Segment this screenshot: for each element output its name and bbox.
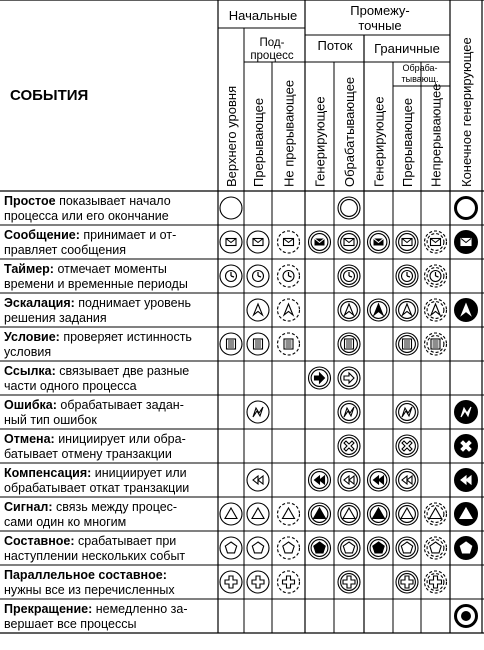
conditional-s-event — [247, 333, 269, 355]
error-s-event — [247, 401, 269, 423]
group-intermediate-label: Промежу- — [350, 3, 410, 18]
parallel-i-event — [396, 571, 418, 593]
event-desc: инициирует или обра- — [54, 432, 186, 446]
event-name: Ссылка: — [4, 364, 56, 378]
cancel-i-event — [396, 435, 418, 457]
none-e-event — [456, 198, 477, 219]
signal-e-event — [456, 504, 477, 525]
row-label-line2: сами один ко многим — [4, 515, 127, 529]
escalation-i-event — [396, 299, 418, 321]
compensation-i-event — [396, 469, 418, 491]
message-id-event — [425, 231, 447, 253]
row-label-line1 — [4, 466, 187, 480]
message-s-event — [220, 231, 242, 253]
row-label-line1 — [4, 262, 167, 276]
event-name: Компенсация: — [4, 466, 92, 480]
message-e-event — [456, 232, 477, 253]
row-label-line2: части одного процесса — [4, 379, 137, 393]
event-desc: связь между процес- — [52, 500, 178, 514]
link-tf-event — [309, 367, 331, 389]
event-desc: немедленно за- — [92, 602, 188, 616]
event-name: Сообщение: — [4, 228, 80, 242]
multiple-tf-event — [309, 537, 331, 559]
multiple-e-event — [456, 538, 477, 559]
row-label-line2: решения задания — [4, 311, 107, 325]
none-i-event — [338, 197, 360, 219]
terminate-e-event — [456, 606, 477, 627]
row-label-line2: наступлении нескольких событ — [4, 549, 186, 563]
group-handling-label: тывающ. — [401, 74, 439, 84]
conditional-i-event — [338, 333, 360, 355]
row-label-line1 — [4, 398, 184, 412]
event-name: Ошибка: — [4, 398, 57, 412]
compensation-i-event — [338, 469, 360, 491]
row-label-line2: батывает отмену транзакции — [4, 447, 172, 461]
signal-tf-event — [368, 503, 390, 525]
column-label: Прерывающее — [251, 97, 266, 187]
row-label-line2: вершает все процессы — [4, 617, 137, 631]
column-label: Верхнего уровня — [224, 85, 239, 187]
multiple-i-event — [396, 537, 418, 559]
row-label-line1 — [4, 500, 177, 514]
event-name: Отмена: — [4, 432, 55, 446]
parallel-id-event — [425, 571, 447, 593]
event-name: Прекращение: — [4, 602, 93, 616]
signal-s-event — [220, 503, 242, 525]
escalation-e-event — [456, 300, 477, 321]
multiple-tf-event — [368, 537, 390, 559]
error-i-event — [338, 401, 360, 423]
signal-i-event — [396, 503, 418, 525]
group-start-label: Начальные — [228, 8, 298, 23]
row-label-line1 — [4, 534, 176, 548]
event-name: Параллельное составное: — [4, 568, 167, 582]
event-name: Условие: — [4, 330, 60, 344]
multiple-s-event — [247, 537, 269, 559]
table-title: СОБЫТИЯ — [10, 87, 89, 104]
event-desc: связывает две разные — [55, 364, 190, 378]
message-tf-event — [368, 231, 390, 253]
event-desc: проверяет истинность — [59, 330, 192, 344]
event-name: Составное: — [4, 534, 75, 548]
parallel-i-event — [338, 571, 360, 593]
compensation-tf-event — [309, 469, 331, 491]
cancel-i-event — [338, 435, 360, 457]
compensation-e-event — [456, 470, 477, 491]
row-label-line1 — [4, 194, 171, 208]
event-name: Простое — [4, 194, 56, 208]
timer-s-event — [220, 265, 242, 287]
event-desc: срабатывает при — [74, 534, 177, 548]
row-label-line2: правляет сообщения — [4, 243, 127, 257]
group-intermediate-label: точные — [358, 18, 402, 33]
event-desc: обрабатывает задан- — [56, 398, 184, 412]
row-label-line2: времени и временные периоды — [4, 277, 188, 291]
multiple-sd-event — [278, 537, 300, 559]
column-label: Прерывающее — [400, 97, 415, 187]
signal-s-event — [247, 503, 269, 525]
timer-s-event — [247, 265, 269, 287]
multiple-i-event — [338, 537, 360, 559]
event-symbols — [220, 197, 477, 627]
signal-id-event — [425, 503, 447, 525]
column-label: Генерирующее — [371, 96, 387, 187]
column-label: Обрабатывающее — [342, 76, 357, 187]
parallel-s-event — [247, 571, 269, 593]
escalation-s-event — [247, 299, 269, 321]
group-flow-label: Поток — [317, 38, 353, 53]
row-label-line2: обрабатывает откат транзакции — [4, 481, 190, 495]
multiple-id-event — [425, 537, 447, 559]
event-desc: показывает начало — [55, 194, 171, 208]
message-sd-event — [278, 231, 300, 253]
group-boundary-label: Граничные — [374, 41, 440, 56]
row-label-line1 — [4, 602, 187, 616]
row-label-line1 — [4, 228, 176, 242]
multiple-s-event — [220, 537, 242, 559]
event-name: Эскалация: — [4, 296, 75, 310]
row-label-line1 — [4, 364, 189, 378]
conditional-i-event — [396, 333, 418, 355]
error-e-event — [456, 402, 477, 423]
link-i-event — [338, 367, 360, 389]
signal-sd-event — [278, 503, 300, 525]
signal-i-event — [338, 503, 360, 525]
message-i-event — [396, 231, 418, 253]
cancel-e-event — [456, 436, 477, 457]
timer-id-event — [425, 265, 447, 287]
parallel-sd-event — [278, 571, 300, 593]
none-s-event — [220, 197, 242, 219]
conditional-id-event — [425, 333, 447, 355]
event-name: Таймер: — [4, 262, 54, 276]
group-subprocess-label: процесс — [250, 50, 294, 62]
escalation-id-event — [425, 299, 447, 321]
error-i-event — [396, 401, 418, 423]
event-name: Сигнал: — [4, 500, 53, 514]
timer-i-event — [396, 265, 418, 287]
escalation-sd-event — [278, 299, 300, 321]
group-subprocess-label: Под- — [259, 37, 285, 49]
row-label-line2: процесса или его окончание — [4, 209, 169, 223]
escalation-i-event — [338, 299, 360, 321]
row-label-line1 — [4, 432, 186, 446]
message-s-event — [247, 231, 269, 253]
message-i-event — [338, 231, 360, 253]
row-label-line1 — [4, 330, 192, 344]
row-label-line1 — [4, 568, 167, 582]
compensation-tf-event — [368, 469, 390, 491]
compensation-s-event — [247, 469, 269, 491]
group-handling-label: Обраба- — [402, 63, 438, 73]
parallel-s-event — [220, 571, 242, 593]
event-desc: инициирует или — [91, 466, 187, 480]
conditional-sd-event — [278, 333, 300, 355]
event-desc: принимает и от- — [79, 228, 177, 242]
column-label: Генерирующее — [312, 96, 328, 187]
event-desc: отмечает моменты — [53, 262, 167, 276]
escalation-tf-event — [368, 299, 390, 321]
column-label: Не прерывающее — [281, 79, 297, 187]
row-label-line1 — [4, 296, 191, 310]
row-label-line2: нужны все из перечисленных — [4, 583, 175, 597]
column-label: Конечное генерирующее — [459, 37, 474, 187]
timer-sd-event — [278, 265, 300, 287]
timer-i-event — [338, 265, 360, 287]
row-label-line2: условия — [4, 345, 52, 359]
column-label: Непрерывающее — [428, 83, 444, 187]
row-label-line2: ный тип ошибок — [4, 413, 97, 427]
conditional-s-event — [220, 333, 242, 355]
signal-tf-event — [309, 503, 331, 525]
event-desc: поднимает уровень — [74, 296, 192, 310]
message-tf-event — [309, 231, 331, 253]
